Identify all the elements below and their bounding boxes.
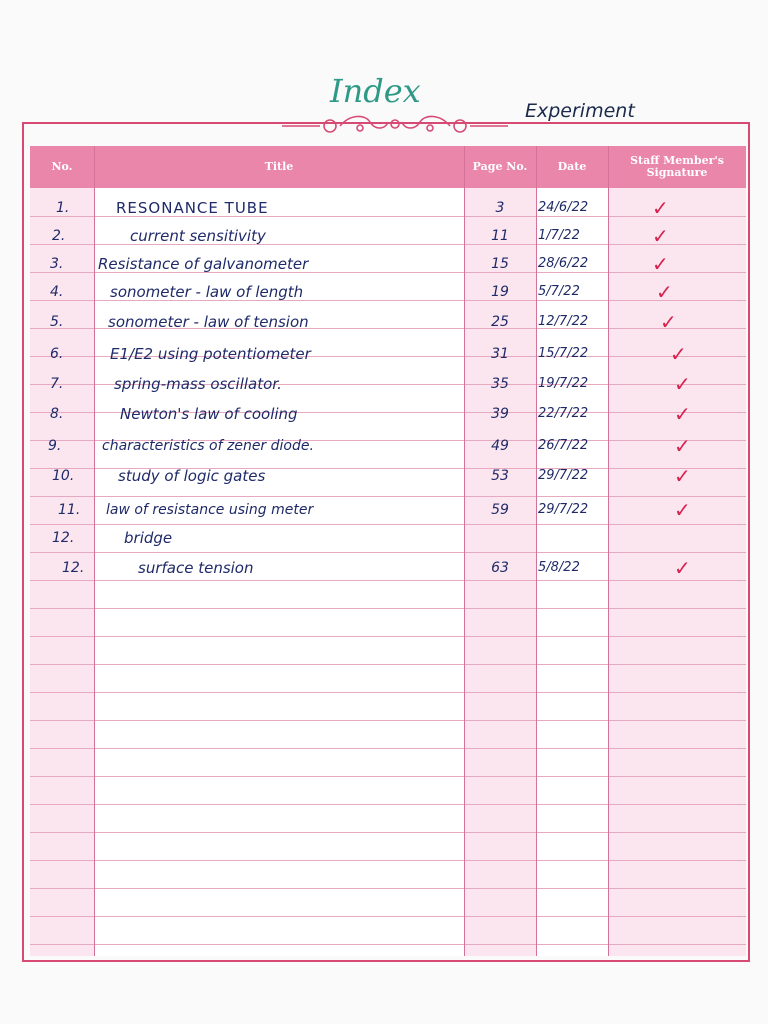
row-number: 3.: [50, 256, 64, 272]
signature-mark: ✓: [656, 280, 673, 304]
row-title: sonometer - law of tension: [108, 313, 309, 331]
row-number: 6.: [50, 346, 64, 362]
column-header-title: Title: [264, 160, 294, 173]
rule-line: [30, 832, 746, 833]
signature-mark: ✓: [674, 498, 691, 522]
row-date: 1/7/22: [538, 228, 580, 243]
row-page: 59: [491, 502, 509, 518]
row-number: 1.: [56, 200, 70, 216]
index-table: [30, 146, 746, 956]
row-date: 29/7/22: [538, 468, 589, 483]
row-number: 10.: [52, 468, 75, 484]
table-row: [30, 278, 746, 306]
rule-line: [30, 888, 746, 889]
row-title: RESONANCE TUBE: [116, 199, 269, 217]
row-page: 11: [491, 228, 509, 244]
row-title: spring-mass oscillator.: [114, 375, 282, 393]
row-page: 63: [491, 560, 509, 576]
rule-line: [30, 916, 746, 917]
row-title: Resistance of galvanometer: [98, 255, 309, 273]
row-date: 29/7/22: [538, 502, 589, 517]
row-date: 15/7/22: [538, 346, 589, 361]
column-header-no: No.: [51, 160, 73, 173]
row-title: sonometer - law of length: [110, 283, 304, 301]
row-title: E1/E2 using potentiometer: [110, 345, 311, 363]
table-row: [30, 432, 746, 460]
row-date: 22/7/22: [538, 406, 589, 421]
row-page: 35: [491, 376, 509, 392]
signature-mark: ✓: [674, 402, 691, 426]
table-row: [30, 250, 746, 278]
row-page: 3: [495, 200, 505, 216]
row-page: 19: [491, 284, 509, 300]
table-row: [30, 524, 746, 552]
rule-line: [30, 748, 746, 749]
table-header: [30, 146, 746, 188]
row-page: 49: [491, 438, 509, 454]
handwritten-heading: Experiment: [525, 100, 635, 122]
signature-mark: ✓: [674, 434, 691, 458]
table-row: [30, 222, 746, 250]
table-row: [30, 340, 746, 368]
row-number: 7.: [50, 376, 64, 392]
row-date: 26/7/22: [538, 438, 589, 453]
rule-line: [30, 944, 746, 945]
row-title: characteristics of zener diode.: [102, 438, 314, 454]
column-header-page: Page No.: [472, 160, 528, 173]
row-number: 12.: [52, 530, 75, 546]
row-title: current sensitivity: [130, 227, 266, 245]
table-row: [30, 370, 746, 398]
row-title: surface tension: [138, 559, 254, 577]
row-page: [464, 524, 536, 552]
signature-mark: ✓: [674, 372, 691, 396]
rule-line: [30, 860, 746, 861]
table-row: [30, 496, 746, 524]
row-number: 8.: [50, 406, 64, 422]
row-page: 53: [491, 468, 509, 484]
row-page: 31: [491, 346, 509, 362]
rule-line: [30, 776, 746, 777]
signature-mark: ✓: [670, 342, 687, 366]
rule-line: [30, 636, 746, 637]
row-date: 12/7/22: [538, 314, 589, 329]
row-number: 5.: [50, 314, 64, 330]
row-page: 15: [491, 256, 509, 272]
row-number: 4.: [50, 284, 64, 300]
table-row: [30, 462, 746, 490]
row-date: 28/6/22: [538, 256, 589, 271]
row-title: law of resistance using meter: [106, 502, 314, 518]
column-header-date: Date: [557, 160, 587, 173]
row-title: Newton's law of cooling: [120, 405, 298, 423]
rule-line: [30, 608, 746, 609]
row-number: 12.: [62, 560, 85, 576]
row-date: 5/7/22: [538, 284, 580, 299]
row-number: 2.: [52, 228, 66, 244]
signature-mark: ✓: [652, 196, 669, 220]
rule-line: [30, 692, 746, 693]
index-title: Index: [330, 72, 421, 110]
row-number: 9.: [48, 438, 62, 454]
rule-line: [30, 720, 746, 721]
signature-mark: ✓: [660, 310, 677, 334]
row-title: bridge: [124, 529, 173, 547]
row-title: study of logic gates: [118, 467, 266, 485]
row-date: 24/6/22: [538, 200, 589, 215]
table-row: [30, 554, 746, 582]
row-page: 25: [491, 314, 509, 330]
signature-mark: ✓: [652, 224, 669, 248]
rule-line: [30, 804, 746, 805]
row-date: 5/8/22: [538, 560, 580, 575]
signature-mark: ✓: [674, 464, 691, 488]
signature-mark: ✓: [652, 252, 669, 276]
table-row: [30, 308, 746, 336]
signature-mark: ✓: [674, 556, 691, 580]
rule-line: [30, 552, 746, 553]
row-date: 19/7/22: [538, 376, 589, 391]
column-header-signature: Staff Member's Signature: [630, 154, 724, 179]
row-number: 11.: [58, 502, 81, 518]
table-row: [30, 194, 746, 222]
row-page: 39: [491, 406, 509, 422]
table-row: [30, 400, 746, 428]
rule-line: [30, 664, 746, 665]
